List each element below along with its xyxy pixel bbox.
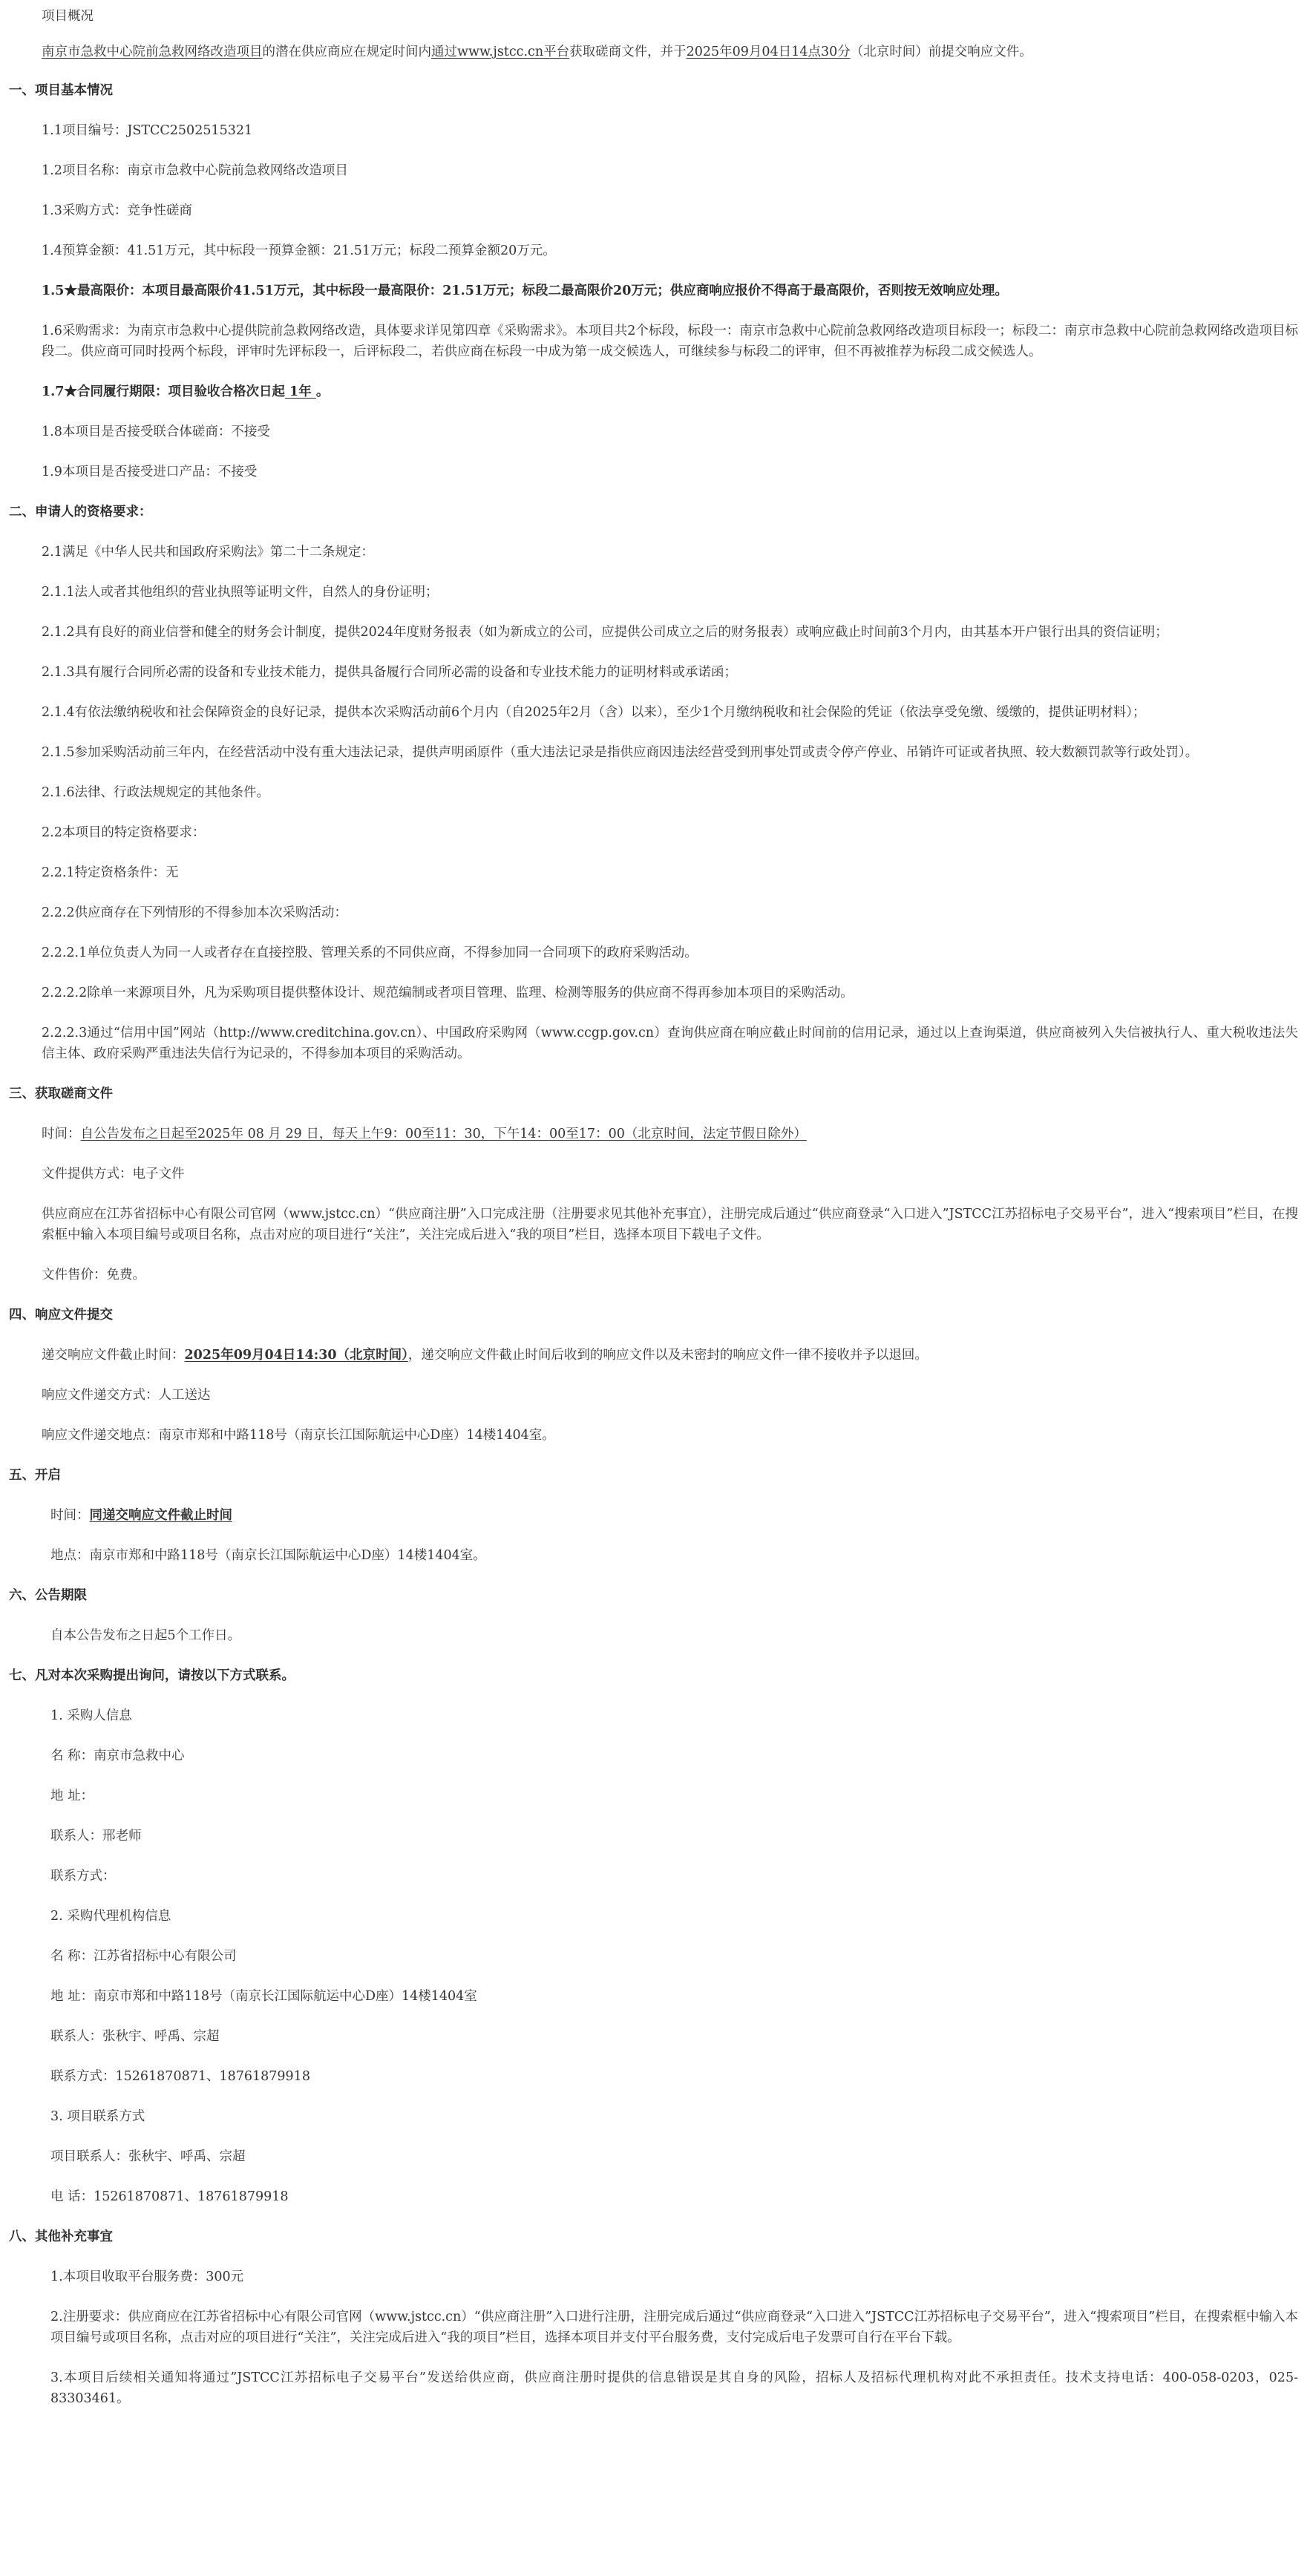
s4-deadline-value: 2025年09月04日14:30（北京时间） bbox=[184, 1348, 408, 1363]
section-3-title: 三、获取磋商文件 bbox=[9, 1087, 113, 1101]
section-5-title: 五、开启 bbox=[9, 1468, 61, 1483]
s7-project-contact-phone: 电 话：15261870871、18761879918 bbox=[50, 2189, 289, 2204]
s7-purchaser-address: 地 址： bbox=[50, 1789, 94, 1803]
s2-item-2-1-1: 2.1.1法人或者其他组织的营业执照等证明文件，自然人的身份证明； bbox=[42, 585, 439, 600]
s1-contract-period bbox=[9, 381, 1301, 402]
s3-time-value: 自公告发布之日起至2025年 08 月 29 日，每天上午9：00至11：30，下午14：00至17：00（北京时间，法定节假日除外） bbox=[80, 1127, 807, 1141]
s2-item-2-2-2-2: 2.2.2.2除单一来源项目外，凡为采购项目提供整体设计、规范编制或者项目管理、监理、检测等服务的供应商不得再参加本项目的采购活动。 bbox=[42, 986, 854, 1000]
s8-notice: 3.本项目后续相关通知将通过”JSTCC江苏招标电子交易平台”发送给供应商，供应商注册时提供的信息错误是其自身的风险，招标人及招标代理机构对此不承担责任。技术支持电话：400-058-0203，025-83303461。 bbox=[50, 2370, 1298, 2406]
s5-time bbox=[9, 1505, 1301, 1526]
s1-consortium: 1.8本项目是否接受联合体磋商：不接受 bbox=[42, 425, 270, 439]
s1-budget: 1.4预算金额：41.51万元，其中标段一预算金额：21.51万元；标段二预算金额20万元。 bbox=[42, 243, 556, 258]
s4-deadline bbox=[9, 1345, 1301, 1366]
section-7-title: 七、凡对本次采购提出询问，请按以下方式联系。 bbox=[9, 1668, 295, 1683]
s7-agency-heading: 2. 采购代理机构信息 bbox=[50, 1909, 171, 1924]
overview-label: 项目概况 bbox=[42, 9, 94, 24]
s4-delivery-method: 响应文件递交方式：人工送达 bbox=[42, 1388, 211, 1403]
s7-project-contact-person: 项目联系人：张秋宇、呼禹、宗超 bbox=[50, 2149, 246, 2164]
s3-time bbox=[9, 1124, 1301, 1144]
s2-item-2-1: 2.1满足《中华人民共和国政府采购法》第二十二条规定： bbox=[42, 545, 374, 560]
s1-project-number: 1.1项目编号：JSTCC2502515321 bbox=[42, 123, 253, 138]
s4-delivery-place: 响应文件递交地点：南京市郑和中路118号（南京长江国际航运中心D座）14楼1404室。 bbox=[42, 1428, 555, 1443]
s7-agency-phone: 联系方式：15261870871、18761879918 bbox=[50, 2069, 310, 2084]
s1-max-price: 1.5★最高限价：本项目最高限价41.51万元，其中标段一最高限价：21.51万元；标段二最高限价20万元；供应商响应报价不得高于最高限价，否则按无效响应处理。 bbox=[42, 284, 1008, 298]
s3-price: 文件售价：免费。 bbox=[42, 1268, 145, 1282]
s5-place: 地点：南京市郑和中路118号（南京长江国际航运中心D座）14楼1404室。 bbox=[50, 1548, 486, 1563]
s2-item-2-2-2-1: 2.2.2.1单位负责人为同一人或者存在直接控股、管理关系的不同供应商，不得参加同一合同项下的政府采购活动。 bbox=[42, 945, 698, 960]
contract-period-value: 1年 bbox=[284, 384, 316, 399]
section-6-title: 六、公告期限 bbox=[9, 1588, 87, 1603]
s2-item-2-1-3: 2.1.3具有履行合同所必需的设备和专业技术能力，提供具备履行合同所必需的设备和专业技术能力的证明材料或承诺函； bbox=[42, 665, 738, 680]
s6-period: 自本公告发布之日起5个工作日。 bbox=[50, 1628, 241, 1643]
s7-project-contact-heading: 3. 项目联系方式 bbox=[50, 2109, 145, 2124]
s7-purchaser-phone: 联系方式： bbox=[50, 1869, 116, 1884]
section-4-title: 四、响应文件提交 bbox=[9, 1308, 113, 1323]
s1-procurement-method: 1.3采购方式：竞争性磋商 bbox=[42, 203, 192, 218]
contract-period-end: 。 bbox=[315, 384, 330, 399]
intro-deadline: 2025年09月04日14点30分 bbox=[686, 45, 851, 59]
section-1-title: 一、项目基本情况 bbox=[9, 83, 113, 98]
s2-item-2-1-6: 2.1.6法律、行政法规规定的其他条件。 bbox=[42, 785, 270, 800]
intro-project-name: 南京市急救中心院前急救网络改造项目 bbox=[42, 45, 263, 59]
s3-time-label: 时间： bbox=[42, 1127, 81, 1141]
s1-import: 1.9本项目是否接受进口产品：不接受 bbox=[42, 465, 258, 479]
s2-item-2-2: 2.2本项目的特定资格要求： bbox=[42, 825, 206, 840]
s3-provision-method: 文件提供方式：电子文件 bbox=[42, 1167, 185, 1182]
s4-deadline-label: 递交响应文件截止时间： bbox=[42, 1348, 185, 1363]
s7-agency-name: 名 称：江苏省招标中心有限公司 bbox=[50, 1949, 237, 1964]
s2-item-2-2-1: 2.2.1特定资格条件：无 bbox=[42, 865, 179, 880]
s5-time-value: 同递交响应文件截止时间 bbox=[89, 1508, 232, 1523]
intro-text-2: 获取磋商文件，并于 bbox=[569, 45, 687, 59]
s2-item-2-1-5: 2.1.5参加采购活动前三年内，在经营活动中没有重大违法记录，提供声明函原件（重大违法记录是指供应商因违法经营受到刑事处罚或责令停产停业、吊销许可证或者执照、较大数额罚款等行政处罚）。 bbox=[42, 745, 1199, 760]
s7-purchaser-heading: 1. 采购人信息 bbox=[50, 1708, 132, 1723]
s2-item-2-1-2: 2.1.2具有良好的商业信誉和健全的财务会计制度，提供2024年度财务报表（如为新成立的公司，应提供公司成立之后的财务报表）或响应截止时间前3个月内，由其基本开户银行出具的资信证明； bbox=[42, 625, 1168, 640]
s2-item-2-2-2-3: 2.2.2.3通过“信用中国”网站（http://www.creditchina.gov.cn）、中国政府采购网（www.ccgp.gov.cn）查询供应商在响应截止时间前的信用记录，通过以上查询渠道，供应商被列入失信被执行人、重大税收违法失信主体、政府采购严重违法失信行为记录的，不得参加本项目的采购活动。 bbox=[42, 1026, 1298, 1061]
s5-time-label: 时间： bbox=[50, 1508, 90, 1523]
s8-platform-fee: 1.本项目收取平台服务费：300元 bbox=[50, 2269, 244, 2284]
intro-platform-link[interactable]: 通过www.jstcc.cn平台 bbox=[431, 45, 570, 59]
s8-registration: 2.注册要求：供应商应在江苏省招标中心有限公司官网（www.jstcc.cn）“供应商注册”入口进行注册，注册完成后通过“供应商登录“入口进入”JSTCC江苏招标电子交易平台”，进入“搜索项目”栏目，在搜索框中输入本项目编号或项目名称，点击对应的项目进行“关注”，关注完成后进入“我的项目”栏目，选择本项目并支付平台服务费，支付完成后电子发票可自行在平台下载。 bbox=[50, 2310, 1298, 2345]
section-2-title: 二、申请人的资格要求： bbox=[9, 505, 152, 520]
contract-period-text: 1.7★合同履行期限：项目验收合格次日起 bbox=[42, 384, 285, 399]
s7-purchaser-name: 名 称：南京市急救中心 bbox=[50, 1749, 185, 1763]
s4-deadline-rest: ，递交响应文件截止时间后收到的响应文件以及未密封的响应文件一律不接收并予以退回。 bbox=[407, 1348, 928, 1363]
intro-text-3: （北京时间）前提交响应文件。 bbox=[850, 45, 1032, 59]
s7-agency-address: 地 址：南京市郑和中路118号（南京长江国际航运中心D座）14楼1404室 bbox=[50, 1989, 477, 2004]
s1-requirements: 1.6采购需求：为南京市急救中心提供院前急救网络改造，具体要求详见第四章《采购需求》。本项目共2个标段，标段一：南京市急救中心院前急救网络改造项目标段一；标段二：南京市急救中心院前急救网络改造项目标段二。供应商可同时投两个标段，评审时先评标段一，后评标段二，若供应商在标段一中成为第一成交候选人，可继续参与标段二的评审，但不再被推荐为标段二成交候选人。 bbox=[42, 324, 1298, 359]
s3-instructions: 供应商应在江苏省招标中心有限公司官网（www.jstcc.cn）“供应商注册”入口完成注册（注册要求见其他补充事宜），注册完成后通过“供应商登录“入口进入”JSTCC江苏招标电子交易平台”，进入“搜索项目”栏目，在搜索框中输入本项目编号或项目名称，点击对应的项目进行“关注”，关注完成后进入“我的项目”栏目，选择本项目下载电子文件。 bbox=[42, 1207, 1298, 1242]
s7-purchaser-contact: 联系人：邢老师 bbox=[50, 1829, 142, 1843]
s2-item-2-1-4: 2.1.4有依法缴纳税收和社会保障资金的良好记录，提供本次采购活动前6个月内（自2025年2月（含）以来），至少1个月缴纳税收和社会保险的凭证（依法享受免缴、缓缴的，提供证明材料）； bbox=[42, 705, 1146, 720]
section-8-title: 八、其他补充事宜 bbox=[9, 2229, 113, 2244]
s1-project-name: 1.2项目名称：南京市急救中心院前急救网络改造项目 bbox=[42, 163, 348, 178]
overview-intro bbox=[9, 42, 1301, 62]
s7-agency-contact: 联系人：张秋宇、呼禹、宗超 bbox=[50, 2029, 220, 2044]
s2-item-2-2-2: 2.2.2供应商存在下列情形的不得参加本次采购活动： bbox=[42, 905, 348, 920]
intro-text-1: 的潜在供应商应在规定时间内 bbox=[262, 45, 431, 59]
